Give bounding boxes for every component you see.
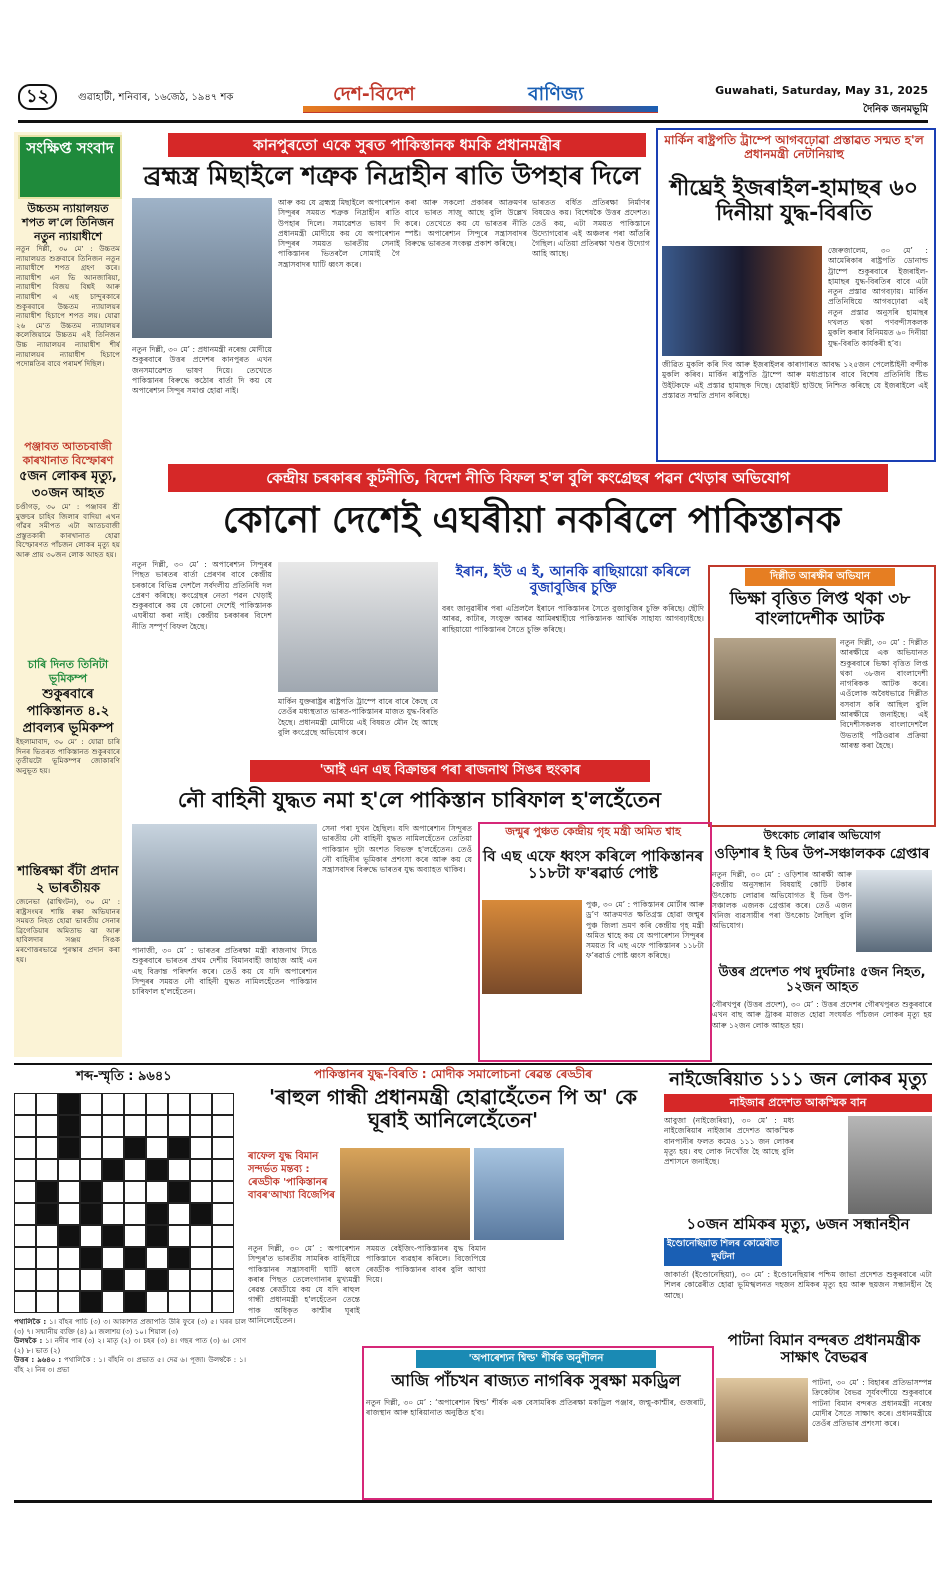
crossword-across-head: পথালিকৈ : <box>14 1318 47 1326</box>
congress-headline: কোনো দেশেই এঘৰীয়া নকৰিলে পাকিস্তানক <box>222 500 842 541</box>
crossword-cell[interactable] <box>212 1203 234 1225</box>
navy-headline: নৌ বাহিনী যুদ্ধত নমা হ'লে পাকিস্তান চাৰিফাল হ'লহেঁতেন <box>177 788 662 812</box>
workers-kicker: ইণ্ডোনেছিয়াত শিলৰ কোৱেৰীত দুৰ্ঘটনা <box>664 1238 782 1266</box>
crossword-cell[interactable] <box>14 1115 36 1137</box>
crossword-cell[interactable] <box>80 1115 102 1137</box>
nigeria-headline: নাইজেৰিয়াত ১১১ জন লোকৰ মৃত্যু <box>669 1069 927 1090</box>
crossword-cell[interactable] <box>124 1159 146 1181</box>
crossword-cell <box>168 1247 190 1269</box>
crossword-cell[interactable] <box>146 1181 168 1203</box>
navy-body-col-2: সেনা পৰা দুখন হৈছিল। যদি অপাৰেশ্যন সিন্দুৰত ভাৰতীয় নৌ বাহিনী যুদ্ধত নামিলহেঁতেন তেতিয়া পাকিস্তান দুটা অংশত বিভক্ত হ'লহেঁতেন। তেওঁ নৌ বাহিনীৰ ভূমিকাৰ প্ৰশংসা কৰে আৰু কয় যে সন্ত্ৰাসবাদৰ বিৰুদ্ধে ভাৰতৰ যুদ্ধ অব্যাহত থাকিব। <box>322 824 472 875</box>
crossword-cell <box>146 1269 168 1291</box>
shah-body: পুঞ্চ, ৩০ মে’ : পাকিস্তানৰ মোৰ্টাৰ আৰু ড্ৰ’ণ আক্ৰমণত ক্ষতিগ্ৰস্ত হোৱা জন্মুৰ পুঞ্চ জিলা ভ্ৰমণ কৰি কেন্দ্ৰীয় গৃহ মন্ত্ৰী অমিত শ্বাহে কয় যে অপাৰেশ্যন সিন্দুৰৰ সময়ত বি এছ এফে পাকিস্তানৰ ১১৮টা ফ’ৰৱাৰ্ড পোষ্ট ধ্বংস কৰিছে। <box>586 900 704 961</box>
sidebar-item-head: চাৰি দিনত তিনিটা ভূমিকম্প <box>27 658 109 685</box>
crossword-cell[interactable] <box>168 1203 190 1225</box>
crossword-cell <box>124 1137 146 1159</box>
nigeria-kicker: নাইজাৰ প্ৰদেশত আকস্মিক বান <box>664 1094 932 1112</box>
crossword-cell[interactable] <box>124 1203 146 1225</box>
crossword-answers: পথালিকৈ : ১। বাঁহনি ৩। প্ৰভাত ৫। দেৱ ৬। পূজা। উলম্বকৈ : ১। বাঁহ ২। নিৰ ৩। প্ৰভা <box>14 1356 246 1374</box>
photo-rajnath-singh <box>132 824 317 942</box>
bangladesh-kicker: দিল্লীত আৰক্ষীৰ অভিযান <box>745 568 895 586</box>
crossword-cell[interactable] <box>36 1093 58 1115</box>
crossword-cell[interactable] <box>58 1247 80 1269</box>
sidebar-item-body: নতুন দিল্লী, ৩০ মে’ : উচ্চতম ন্যায়ালয়ত শুক্ৰবাৰে তিনিজন নতুন ন্যায়াধীশে শপত গ্ৰহণ কৰে। ন্যায়াধীশ এন ভি আনজাৰিয়া, ন্যায়াধীশ বিজয় বিশ্নই আৰু ন্যায়াধীশ এ এছ চান্দুৰকাৰে শুকুৰবাৰে উচ্চতম ন্যায়ালয়ৰ ন্যায়াধীশ হিচাপে শপত লয়। যোৱা ২৬ মে’ত উচ্চতম ন্যায়ালয়ৰ কলেজিয়ামে উচ্চতম এই তিনিজন উচ্চ ন্যায়ালয়ৰ ন্যায়াধীশ শীৰ্ষ ন্যায়ালয়ৰ ন্যায়াধীশ হিচাপে পদোন্নতিৰ বাবে পৰামৰ্শ দিছিল। <box>16 244 120 369</box>
crossword-cell[interactable] <box>168 1269 190 1291</box>
crossword-cell[interactable] <box>124 1181 146 1203</box>
crossword-cell[interactable] <box>102 1291 124 1313</box>
navy-body-col-1: পানাজী, ৩০ মে’ : ভাৰতৰ প্ৰতিৰক্ষা মন্ত্ৰী ৰাজনাথ সিঙে শুকুৰবাৰে ভাৰতৰ প্ৰথম দেশীয় বিমানবাহী জাহাজ আই এন এছ বিক্ৰান্ত পৰিদৰ্শন কৰে। তেওঁ কয় যে যদি অপাৰেশ্যন সিন্দুৰৰ সময়ত নৌ বাহিনী যুদ্ধত নামিলহেঁতেন পাকিস্তান চাৰিফাল হ'লহেঁতেন। <box>132 946 317 997</box>
crossword-cell <box>102 1225 124 1247</box>
crossword-cell[interactable] <box>212 1291 234 1313</box>
crossword-cell <box>58 1115 80 1137</box>
crossword-cell[interactable] <box>80 1093 102 1115</box>
crossword-cell[interactable] <box>190 1291 212 1313</box>
sidebar-item-sub: ৫জন লোকৰ মৃত্যু, ৩০জন আহত <box>19 469 117 501</box>
crossword-cell[interactable] <box>58 1291 80 1313</box>
crossword-cell[interactable] <box>14 1291 36 1313</box>
crossword-cell[interactable] <box>36 1291 58 1313</box>
crossword-cell <box>146 1203 168 1225</box>
crossword-cell[interactable] <box>58 1269 80 1291</box>
crossword-cell[interactable] <box>168 1291 190 1313</box>
crossword-cell <box>102 1269 124 1291</box>
crossword-cell <box>80 1203 102 1225</box>
crossword-cell <box>80 1181 102 1203</box>
modi-body-col-2: আৰু কয় যে ব্ৰহ্মস্ত্ৰ মিছাইলে অপাৰেশ্যন সিন্দুৰৰ সময়ত শত্ৰুক নিদ্ৰাহীন ৰাতি উপহাৰ দিলে। সমাৱেশত ভাষণ দি প্ৰধানমন্ত্ৰী মোদীয়ে কয় যে অপাৰেশ্যন সিন্দুৰৰ সময়ত ভাৰতীয় সেনাই পাকিস্তানৰ ভিতৰলৈ সোমাই গৈ সন্ত্ৰাসবাদৰ ঘাটি ধ্বংস কৰে। <box>278 198 400 269</box>
odisha-headline: ওড়িশাৰ ই ডিৰ উপ-সঞ্চালকক গ্ৰেপ্তাৰ <box>714 846 930 862</box>
congress-body-col-1: নতুন দিল্লী, ৩০ মে’ : অপাৰেশ্যন সিন্দুৰৰ পিছত ভাৰতৰ বাৰ্তা প্ৰেৰণৰ বাবে কেন্দ্ৰীয় চৰকাৰে বিভিন্ন দেশলৈ সৰ্বদলীয় প্ৰতিনিধি দল প্ৰেৰণ কৰিছে। কংগ্ৰেছৰ নেতা পৱন খেড়াই শুকুৰবাৰে কয় যে কোনো দেশেই পাকিস্তানক এঘৰীয়া কৰা নাই। কেন্দ্ৰীয় চৰকাৰৰ বিদেশ নীতি সম্পূৰ্ণ বিফল হৈছে। <box>132 560 272 631</box>
modi-body-col-3: কৰা আৰু সকলো প্ৰকাৰৰ আক্ৰমণৰ বাবে ভাৰত সাজু আছে বুলি উল্লেখ কৰে। তেখেতে কয় যে ভাৰতৰ নীতি স্পষ্ট। অপাৰেশ্যন সিন্দুৰে সন্ত্ৰাসবাদৰ বিৰুদ্ধে ভাৰতৰ সংকল্প প্ৰকাশ কৰিছে। <box>405 198 527 249</box>
photo-vaibhav-modi <box>716 1378 808 1442</box>
crossword-cell[interactable] <box>36 1137 58 1159</box>
crossword-cell[interactable] <box>36 1225 58 1247</box>
crossword-cell[interactable] <box>190 1159 212 1181</box>
crossword-cell[interactable] <box>190 1247 212 1269</box>
sidebar-item-body: চণ্ডীগড়, ৩০ মে’ : পঞ্জাবৰ শ্ৰী মুক্তচৰ চাহিব জিলাৰ বাদিয়া এখন গাঁৱৰ সমীপত এটা আতচবাজী প্ৰস্তুতকাৰী কাৰখানাত হোৱা বিস্ফোৰণত পাঁচজন লোকৰ মৃত্যু হয় আৰু প্ৰায় ৩০জন লোক আহত হয়। <box>16 502 120 559</box>
crossword-cell[interactable] <box>168 1115 190 1137</box>
crossword-clues <box>14 1318 246 1493</box>
shah-kicker: জন্মুৰ পুঞ্চত কেন্দ্ৰীয় গৃহ মন্ত্ৰী অমিত শ্বাহ <box>505 825 681 838</box>
crossword-cell[interactable] <box>36 1269 58 1291</box>
bangladesh-headline: ভিক্ষা বৃত্তিত লিপ্ত থকা ৩৮ বাংলাদেশীক আটক <box>729 589 911 629</box>
crossword-cell[interactable] <box>36 1247 58 1269</box>
up-accident-body: গৌৰখপুৰ (উত্তৰ প্ৰদেশ), ৩০ মে’ : উত্তৰ প্ৰদেশৰ গৌৰখপুৰত শুকুৰবাৰে এখন বাছ আৰু ট্ৰাকৰ মাজত হোৱা সংঘৰ্ষত পাঁচজন লোকৰ মৃত্যু হয় আৰু ১২জন লোক আহত হয়। <box>712 1000 932 1030</box>
photo-pawan-khera <box>278 562 438 692</box>
israel-body-2: জীৱিত মুকলি কৰি দিব আৰু ইজৰাইলৰ কাৰাগাৰত আবদ্ধ ১২৫জন পেলেষ্টাইনী বন্দীক মুকলি কৰিব। মাৰ্কিন ৰাষ্ট্ৰপতি ট্ৰাম্পে আৰু মধ্যপ্ৰাচ্যৰ বাবে বিশেষ প্ৰতিনিধি ষ্টিভ উইটকফে এই প্ৰস্তাৱ হামাছক দিছে। হোৱাইট হাউছে নিশ্চিত কৰিছে যে ইজৰাইলে এই প্ৰস্তাৱত সন্মতি প্ৰদান কৰিছে। <box>662 360 928 400</box>
footer-rule <box>14 1500 932 1503</box>
sidebar-item-sub: শুকুৰবাৰে পাকিস্তানত ৪.২ প্ৰাবল্যৰ ভূমিকম্প <box>22 687 114 736</box>
crossword-cell[interactable] <box>146 1137 168 1159</box>
crossword-cell[interactable] <box>190 1093 212 1115</box>
crossword-cell <box>124 1247 146 1269</box>
photo-nigeria-flood <box>848 1116 932 1214</box>
crossword-cell[interactable] <box>36 1159 58 1181</box>
crossword-down-head: উলম্বকৈ : <box>14 1337 43 1345</box>
section-band-bar <box>303 106 658 112</box>
photo-modi <box>132 198 272 338</box>
crossword-cell <box>80 1247 102 1269</box>
crossword-cell[interactable] <box>212 1181 234 1203</box>
crossword-cell[interactable] <box>212 1159 234 1181</box>
crossword-cell[interactable] <box>14 1247 36 1269</box>
bangladesh-body: নতুন দিল্লী, ৩০ মে’ : দিল্লীত আৰক্ষীয়ে এক অভিযানত শুকুৰবাৰে ভিক্ষা বৃত্তিত লিপ্ত থকা ৩৮জন বাংলাদেশী নাগৰিকক আটক কৰে। এওঁলোক অবৈধভাৱে দিল্লীত বসবাস কৰি আছিল বুলি আৰক্ষীয়ে জনাইছে। এই বিদেশীসকলক বাংলাদেশলৈ উভতাই পঠিওৱাৰ প্ৰক্ৰিয়া আৰম্ভ কৰা হৈছে। <box>840 638 928 750</box>
crossword-cell[interactable] <box>168 1159 190 1181</box>
crossword-down-clues: ১। নদীৰ পাৰ (৩) ২। মাতৃ (২) ৩। চহৰ (৩) ৪। গছৰ পাত (৩) ৬। সোণ (২) ৮। ভাত (২) <box>14 1337 246 1355</box>
crossword-cell <box>146 1225 168 1247</box>
section-band <box>303 80 658 113</box>
crossword-cell[interactable] <box>102 1203 124 1225</box>
crossword-cell <box>58 1093 80 1115</box>
crossword-cell[interactable] <box>14 1137 36 1159</box>
crossword-cell[interactable] <box>58 1203 80 1225</box>
sidebar-item-head: পঞ্জাবত আতচবাজী কাৰখানাত বিস্ফোৰণ <box>22 440 114 467</box>
date-assamese: গুৱাহাটী, শনিবাৰ, ১৬জেঠ, ১৯৪৭ শক <box>78 92 234 103</box>
rahul-body-col-1: নতুন দিল্লী, ৩০ মে’ : অপাৰেশ্যন সিন্দুৰ'ত ভাৰতীয় সামৰিক বাহিনীয়ে পাকিস্তানৰ সন্ত্ৰাসবাদী ঘাটি ধ্বংস কৰাৰ পিছত তেলেংগানাৰ মুখ্যমন্ত্ৰী ৰেৱন্ত ৰেড্ডীয়ে কয় যে যদি ৰাহুল গান্ধী প্ৰধানমন্ত্ৰী হ'লহেঁতেন তেন্তে পাক অধিকৃত কাশ্মীৰ ঘূৰাই আনিলেহেঁতেন। <box>248 1244 360 1326</box>
crossword-cell <box>168 1137 190 1159</box>
israel-body: জেৰুজালেম, ৩০ মে’ : আমেৰিকাৰ ৰাষ্ট্ৰপতি ডোনাল্ড ট্ৰাম্পে শুকুৰবাৰে ইজৰাইল-হামাছৰ যুদ্ধ-বিৰতিৰ বাবে এটা নতুন প্ৰস্তাৱ আগবঢ়ায়। মাৰ্কিন প্ৰতিনিধিয়ে আগবঢ়োৱা এই নতুন প্ৰস্তাৱ অনুসৰি হামাছৰ দখলত থকা পণবন্দীসকলক মুকলি কৰাৰ বিনিময়ত ৬০ দিনীয়া যুদ্ধ-বিৰতি কাৰ্যকৰী হ’ব। <box>828 246 928 348</box>
modi-body-col-4: ভাৰতত বৰ্ধিত প্ৰতিৰক্ষা নিৰ্মাণৰ বিষয়েও কয়। বিশেষকৈ উত্তৰ প্ৰদেশত। তেওঁ কয়, এটা সময়ত পাকিস্তানে উদ্যোগবোৰ এই অঞ্চলৰ পৰা আঁতৰি গৈছিল। এতিয়া প্ৰতিৰক্ষা খণ্ডৰ উদ্যোগ আহি আছে। <box>532 198 650 259</box>
patna-headline: পাটনা বিমান বন্দৰত প্ৰধানমন্ত্ৰীক সাক্ষাৎ বৈভৱৰ <box>727 1331 921 1367</box>
odisha-body: নতুন দিল্লী, ৩০ মে’ : ওড়িশাৰ আৰক্ষী আৰু কেন্দ্ৰীয় অনুসন্ধান বিষয়াই কোটি টকাৰ উৎকোচ লোৱাৰ অভিযোগত ই ডিৰ উপ-সঞ্চালক এজনক গ্ৰেপ্তাৰ কৰে। তেওঁ এজন খনিজ ব্যৱসায়ীৰ পৰা উৎকোচ লৈছিল বুলি অভিযোগ। <box>712 870 852 931</box>
photo-ed-official <box>856 870 932 952</box>
sidebar-item-head: উচ্চতম ন্যায়ালয়ত শপত ল'লে তিনিজন নতুন ন্যায়াধীশে <box>22 202 114 243</box>
crossword-cell[interactable] <box>124 1093 146 1115</box>
israel-headline: শীঘ্ৰেই ইজৰাইল-হামাছৰ ৬০ দিনীয়া যুদ্ধ-বিৰতি <box>670 176 918 227</box>
odisha-kicker: উৎকোচ লোৱাৰ অভিযোগ <box>763 829 881 842</box>
crossword-cell[interactable] <box>80 1225 102 1247</box>
crossword-cell[interactable] <box>80 1137 102 1159</box>
date-english: Guwahati, Saturday, May 31, 2025 <box>715 84 928 97</box>
crossword-cell[interactable] <box>190 1181 212 1203</box>
crossword-grid[interactable] <box>14 1093 234 1313</box>
crossword-cell[interactable] <box>102 1181 124 1203</box>
congress-body-col-2: বৰং জানুৱাৰীৰ পৰা এপ্ৰিললৈ ইৰানে পাকিস্তানৰ সৈতে বুজাবুজিৰ চুক্তি কৰিছে। ছৌদি আৰৱ, কাটাৰ, সংযুক্ত আৰৱ আমিৰশ্বাহীয়ে পাকিস্তানক আৰ্থিক সাহায্য আগবঢ়াইছে। ৰাছিয়ায়ো পাকিস্তানৰ সৈতে চুক্তি কৰিছে। <box>442 604 704 634</box>
crossword-cell[interactable] <box>212 1137 234 1159</box>
crossword-cell[interactable] <box>212 1115 234 1137</box>
rahul-inset: ৰাফেল যুদ্ধ বিমান সন্দৰ্ভত মন্তব্য : ৰেড্ডীক 'পাকিস্তানৰ বাবৰ'আখ্যা বিজেপিৰ <box>248 1151 335 1201</box>
crossword-cell <box>190 1203 212 1225</box>
crossword-cell[interactable] <box>14 1225 36 1247</box>
crossword-cell[interactable] <box>146 1093 168 1115</box>
modi-body-col-1: নতুন দিল্লী, ৩০ মে’ : প্ৰধানমন্ত্ৰী নৰেন্দ্ৰ মোদীয়ে শুকুৰবাৰে উত্তৰ প্ৰদেশৰ কানপুৰত এখন জনসমাৱেশত ভাষণ দিয়ে। তেখেতে পাকিস্তানৰ বিৰুদ্ধে কঠোৰ বাৰ্তা দি কয় যে অপাৰেশ্যন সিন্দুৰ সমাপ্ত হোৱা নাই। <box>132 345 272 396</box>
shah-headline: বি এছ এফে ধ্বংস কৰিলে পাকিস্তানৰ ১১৮টা ফ'ৰৱাৰ্ড পোষ্ট <box>482 847 704 883</box>
crossword-cell[interactable] <box>146 1291 168 1313</box>
sidebar-item-body: জেনেভা (ৱাশ্বিংটন), ৩০ মে’ : ৰাষ্ট্ৰসংঘৰ শান্তি ৰক্ষা অভিযানৰ সময়ত নিহত হোৱা ভাৰতীয় সেনাৰ ব্ৰিগেডিয়াৰ অমিতাভ ঝা আৰু হাবিলদাৰ সঞ্জয় সিঙক মৰণোত্তৰভাৱে পুৰস্কাৰ প্ৰদান কৰা হয়। <box>16 897 120 964</box>
crossword-cell <box>36 1203 58 1225</box>
sidebar-item-body: ইছলামাবাদ, ৩০ মে’ : যোৱা চাৰি দিনৰ ভিতৰত পাকিস্তানত শুকুৰবাৰে তৃতীয়টো ভূমিকম্পৰ জোকাৰণি অনুভূত হয়। <box>16 737 120 775</box>
rahul-body-col-2: সময়ত বেইজিং-পাকিস্তানৰ যুদ্ধ বিমান পাকিস্তানে ব্যৱহাৰ কৰিলে। বিজেপিয়ে ৰেড্ডীক পাকিস্তানৰ বাবৰ বুলি আখ্যা দিয়ে। <box>366 1244 486 1284</box>
crossword-cell[interactable] <box>58 1181 80 1203</box>
workers-headline: ১০জন শ্ৰমিকৰ মৃত্যু, ৬জন সন্ধানহীন <box>686 1215 910 1233</box>
crossword-cell[interactable] <box>212 1093 234 1115</box>
crossword-title: শব্দ-স্মৃতি : ৯৬৪১ <box>76 1069 172 1084</box>
crossword-cell[interactable] <box>190 1115 212 1137</box>
crossword-cell[interactable] <box>190 1137 212 1159</box>
congress-subhead: ইৰান, ইউ এ ই, আনকি ৰাছিয়ায়ো কৰিলে বুজাবুজিৰ চুক্তি <box>455 564 691 597</box>
crossword-across-clues: ১। বাঁহৰ পাচি (৩) ৩। আকাশত প্ৰজাপতি উৰি ফুৰে (৩) ৫। ঘৰৰ চাল (৩) ৭। সন্মানীয় ব্যক্তি (৪) ৯। জলাশয় (৩) ১০। শিয়াল (৩) <box>14 1318 246 1336</box>
crossword-cell <box>36 1181 58 1203</box>
crossword-cell[interactable] <box>146 1115 168 1137</box>
patna-body: পাটনা, ৩০ মে’ : বিহাৰৰ প্ৰতিভাসম্পন্ন ক্ৰিকেটাৰ বৈভৱ সূৰ্যবংশীয়ে শুকুৰবাৰে পাটনা বিমান বন্দৰত প্ৰধানমন্ত্ৰী নৰেন্দ্ৰ মোদীৰ সৈতে সাক্ষাৎ কৰে। প্ৰধানমন্ত্ৰীয়ে তেওঁৰ প্ৰতিভাৰ প্ৰশংসা কৰে। <box>812 1378 932 1429</box>
photo-trump-netanyahu <box>662 246 822 356</box>
crossword-cell[interactable] <box>14 1181 36 1203</box>
nigeria-body: আবুজা (নাইজেৰিয়া), ৩০ মে’ : মধ্য নাইজেৰিয়াৰ নাইজাৰ প্ৰদেশত আকস্মিক বানপানীৰ ফলত কমেও ১১১ জন লোকৰ মৃত্যু হয়। বহু লোক নিখোঁজ হৈ আছে বুলি প্ৰশাসনে জনাইছে। <box>664 1116 794 1167</box>
congress-kicker: কেন্দ্ৰীয় চৰকাৰৰ কূটনীতি, বিদেশ নীতি বিফল হ'ল বুলি কংগ্ৰেছৰ পৱন খেড়াৰ অভিযোগ <box>168 464 888 492</box>
photo-revanth-reddy <box>474 1148 564 1240</box>
modi-kicker: কানপুৰতো একে সুৰত পাকিস্তানক ধমকি প্ৰধানমন্ত্ৰীৰ <box>168 133 646 157</box>
crossword-cell[interactable] <box>102 1137 124 1159</box>
mockdrill-kicker: 'অপাৰেশ্যন শ্বিল্ড' শীৰ্ষক অনুশীলন <box>416 1350 656 1368</box>
crossword-cell[interactable] <box>168 1093 190 1115</box>
navy-kicker: 'আই এন এছ বিক্ৰান্তৰ পৰা ৰাজনাথ সিঙৰ হুংকাৰ <box>250 760 650 782</box>
mockdrill-body: নতুন দিল্লী, ৩০ মে’ : ‘অপাৰেশ্যন শ্বিল্ড’ শীৰ্ষক এক বেসামৰিক প্ৰতিৰক্ষা মকড্ৰিল পঞ্জাব, জন্মু-কাশ্মীৰ, গুজৰাট, ৰাজস্থান আৰু হাৰিয়ানাত অনুষ্ঠিত হ'ব। <box>366 1398 706 1418</box>
crossword-cell <box>58 1137 80 1159</box>
crossword-cell[interactable] <box>212 1247 234 1269</box>
page-number: ১২ <box>18 84 57 110</box>
crossword-cell <box>146 1159 168 1181</box>
rahul-kicker: পাকিস্তানৰ যুদ্ধ-বিৰতি : মোদীক সমালোচনা ৰেৱন্ত ৰেড্ডীৰ <box>313 1067 593 1081</box>
crossword-cell[interactable] <box>14 1269 36 1291</box>
rahul-headline: 'ৰাহুল গান্ধী প্ৰধানমন্ত্ৰী হোৱাহেঁতেন পি অ' কে ঘূৰাই আনিলেহেঁতেন' <box>269 1085 637 1132</box>
modi-headline: ব্ৰহ্মস্ত্ৰ মিছাইলে শত্ৰুক নিদ্ৰাহীন ৰাতি উপহাৰ দিলে <box>143 161 641 190</box>
section-title-desh-bidesh: দেশ-বিদেশ <box>333 83 415 105</box>
section-title-banijya: বাণিজ্য <box>528 83 584 105</box>
crossword-cell[interactable] <box>146 1247 168 1269</box>
sidebar-title: সংক্ষিপ্ত সংবাদ <box>18 135 122 199</box>
crossword-cell[interactable] <box>14 1203 36 1225</box>
crossword-cell[interactable] <box>80 1159 102 1181</box>
crossword-cell <box>168 1181 190 1203</box>
crossword-cell[interactable] <box>212 1269 234 1291</box>
crossword-cell[interactable] <box>190 1225 212 1247</box>
crossword-cell[interactable] <box>14 1093 36 1115</box>
crossword-cell[interactable] <box>102 1093 124 1115</box>
crossword-cell <box>102 1159 124 1181</box>
crossword-cell[interactable] <box>58 1159 80 1181</box>
sidebar-item-head: শান্তিৰক্ষা বঁটা প্ৰদান ২ ভাৰতীয়ক <box>17 864 119 896</box>
crossword-cell <box>80 1291 102 1313</box>
photo-amit-shah <box>482 900 582 994</box>
masthead <box>18 78 928 123</box>
section-divider <box>14 1063 932 1065</box>
workers-body: জাকাৰ্তা (ইণ্ডোনেছিয়া), ৩০ মে’ : ইণ্ডোনেছিয়াৰ পশ্চিম জাভা প্ৰদেশত শুকুৰবাৰে এটা শিলৰ কোৱেৰীত হোৱা ভূমিস্খলনত দহজন শ্ৰমিকৰ মৃত্যু হয় আৰু ছয়জন সন্ধানহীন হৈ আছে। <box>664 1270 932 1300</box>
photo-bangladeshi-detainees <box>714 638 836 720</box>
crossword-cell[interactable] <box>102 1115 124 1137</box>
up-accident-headline: উত্তৰ প্ৰদেশত পথ দুৰ্ঘটনাঃ ৫জন নিহত, ১২জন আহত <box>718 965 926 995</box>
crossword-cell[interactable] <box>124 1269 146 1291</box>
photo-sambit-patra <box>340 1148 470 1240</box>
crossword-cell[interactable] <box>124 1115 146 1137</box>
crossword-cell[interactable] <box>124 1225 146 1247</box>
crossword-cell[interactable] <box>14 1159 36 1181</box>
crossword-cell[interactable] <box>102 1247 124 1269</box>
crossword-cell[interactable] <box>80 1269 102 1291</box>
sidebar-news <box>16 202 120 1052</box>
crossword-answers-head: উত্তৰ : ৯৬৪০ : <box>14 1356 62 1364</box>
israel-kicker: মাৰ্কিন ৰাষ্ট্ৰপতি ট্ৰাম্পে আগবঢ়োৱা প্ৰস্তাৱত সন্মত হ'ল প্ৰধানমন্ত্ৰী নেটানিয়াহু <box>664 133 924 161</box>
crossword-cell <box>58 1225 80 1247</box>
crossword-cell[interactable] <box>212 1225 234 1247</box>
crossword-cell <box>124 1291 146 1313</box>
crossword-cell[interactable] <box>168 1225 190 1247</box>
mockdrill-headline: আজি পাঁচখন ৰাজ্যত নাগৰিক সুৰক্ষা মকড্ৰিল <box>391 1371 681 1390</box>
crossword-cell[interactable] <box>36 1115 58 1137</box>
paper-name: দৈনিক জনমভূমি <box>863 104 928 115</box>
crossword-cell[interactable] <box>190 1269 212 1291</box>
congress-body-col-3: মাৰ্কিন যুক্তৰাষ্ট্ৰৰ ৰাষ্ট্ৰপতি ট্ৰাম্পে বাৰে বাৰে কৈছে যে তেওঁৰ মধ্যস্থতাত ভাৰত-পাকিস্তানৰ মাজত যুদ্ধ-বিৰতি হৈছে। প্ৰধানমন্ত্ৰী মোদীয়ে এই বিষয়ত মৌন হৈ আছে বুলি কংগ্ৰেছে অভিযোগ কৰে। <box>278 697 438 737</box>
